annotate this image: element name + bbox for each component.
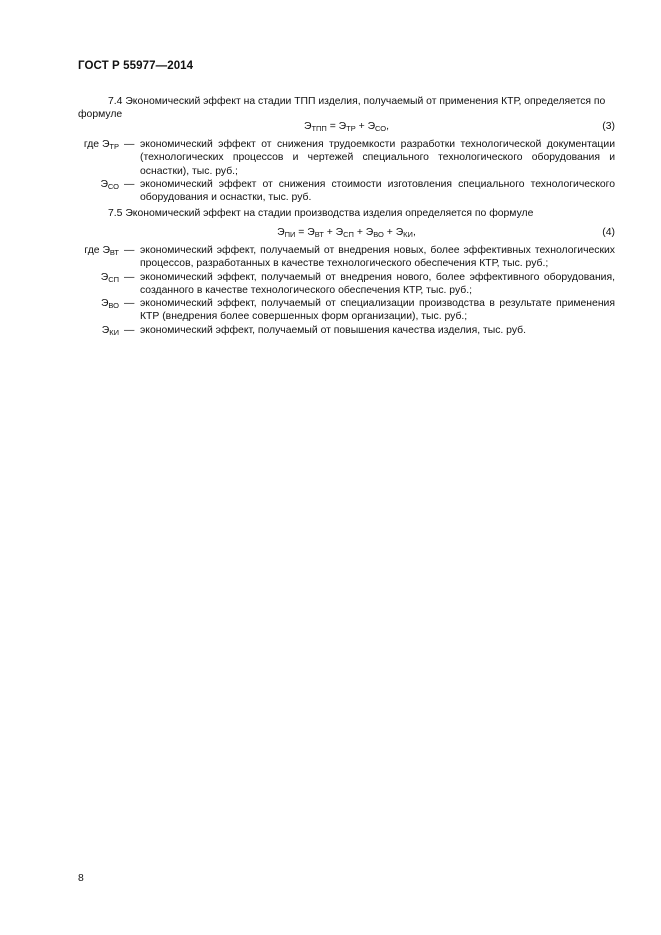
definition-symbol: $Э_{СО}$: [100, 178, 119, 191]
definition-row: $Э_{ВО}$ — экономический эффект, получаемый от специализации производства в результате применения КТР (внедрения более совершенных форм организации), тыс. руб.;: [78, 297, 615, 324]
definition-text: экономический эффект от снижения стоимости изготовления специального технологического оборудования и оснастки, тыс. руб.: [140, 178, 615, 204]
definition-symbol: $Э_{ВО}$: [100, 298, 119, 311]
definition-row: $Э_{СП}$ — экономический эффект, получаемый от внедрения нового, более эффективного оборудования, созданного в качестве технологического обеспечения КТР, тыс. руб.;: [78, 271, 615, 298]
formula-4-number: (4): [602, 227, 615, 238]
definition-text: экономический эффект, получаемый от специализации производства в результате применения КТР (внедрения более совершенных форм организации), тыс. руб.;: [140, 298, 615, 323]
definition-symbol: $Э_{КИ}$: [101, 324, 119, 337]
section-7-4-intro: 7.4 Экономический эффект на стадии ТПП изделия, получаемый от применения КТР, определяется по формуле: [78, 96, 606, 121]
definition-symbol: где $Э_{ВТ}$: [84, 245, 119, 257]
definition-text: экономический эффект от снижения трудоемкости разработки технологической документации (технологических процессов и чертежей специального технологического оборудования и оснастки), тыс. руб.;: [140, 139, 615, 177]
definition-text: экономический эффект, получаемый от внедрения нового, более эффективного оборудования, созданного в качестве технологического обеспечения КТР, тыс. руб.;: [140, 271, 615, 296]
section-7-4-definitions: [78, 138, 615, 204]
section-7-5-definitions: [78, 244, 615, 337]
definition-text: экономический эффект, получаемый от внедрения новых, более эффективных технологических процессов, разработанных в качестве технологического обеспечения КТР, тыс. руб.;: [140, 245, 615, 270]
definition-text: экономический эффект, получаемый от повышения качества изделия, тыс. руб.: [140, 324, 526, 336]
document-header: ГОСТ Р 55977—2014: [78, 60, 194, 72]
definition-row: $Э_{СО}$ — экономический эффект от снижения стоимости изготовления специального технологического оборудования и оснастки, тыс. руб.: [78, 178, 615, 205]
definition-symbol: $Э_{СП}$: [100, 271, 119, 284]
definition-row: где $Э_{ВТ}$ — экономический эффект, получаемый от внедрения новых, более эффективных технологических процессов, разработанных в качестве технологического обеспечения КТР, тыс. руб.;: [78, 244, 615, 271]
formula-3-expression: $Э_{ТПП} = Э_{ТР} + Э_{СО}$,: [303, 121, 390, 133]
formula-3-number: (3): [602, 121, 615, 132]
formula-4-expression: $Э_{ПИ} = Э_{ВТ} + Э_{СП} + Э_{ВО} + Э_{КИ}$,: [277, 227, 416, 239]
definition-row: где $Э_{ТР}$ — экономический эффект от снижения трудоемкости разработки технологической документации (технологических процессов и чертежей специального технологического оборудования и оснастки), тыс. руб.;: [78, 138, 615, 178]
section-7-5-intro: 7.5 Экономический эффект на стадии производства изделия определяется по формуле: [108, 208, 534, 219]
definition-row: $Э_{КИ}$ — экономический эффект, получаемый от повышения качества изделия, тыс. руб.: [78, 324, 615, 337]
definition-symbol: где $Э_{ТР}$: [83, 139, 119, 151]
page-number: 8: [78, 873, 84, 884]
